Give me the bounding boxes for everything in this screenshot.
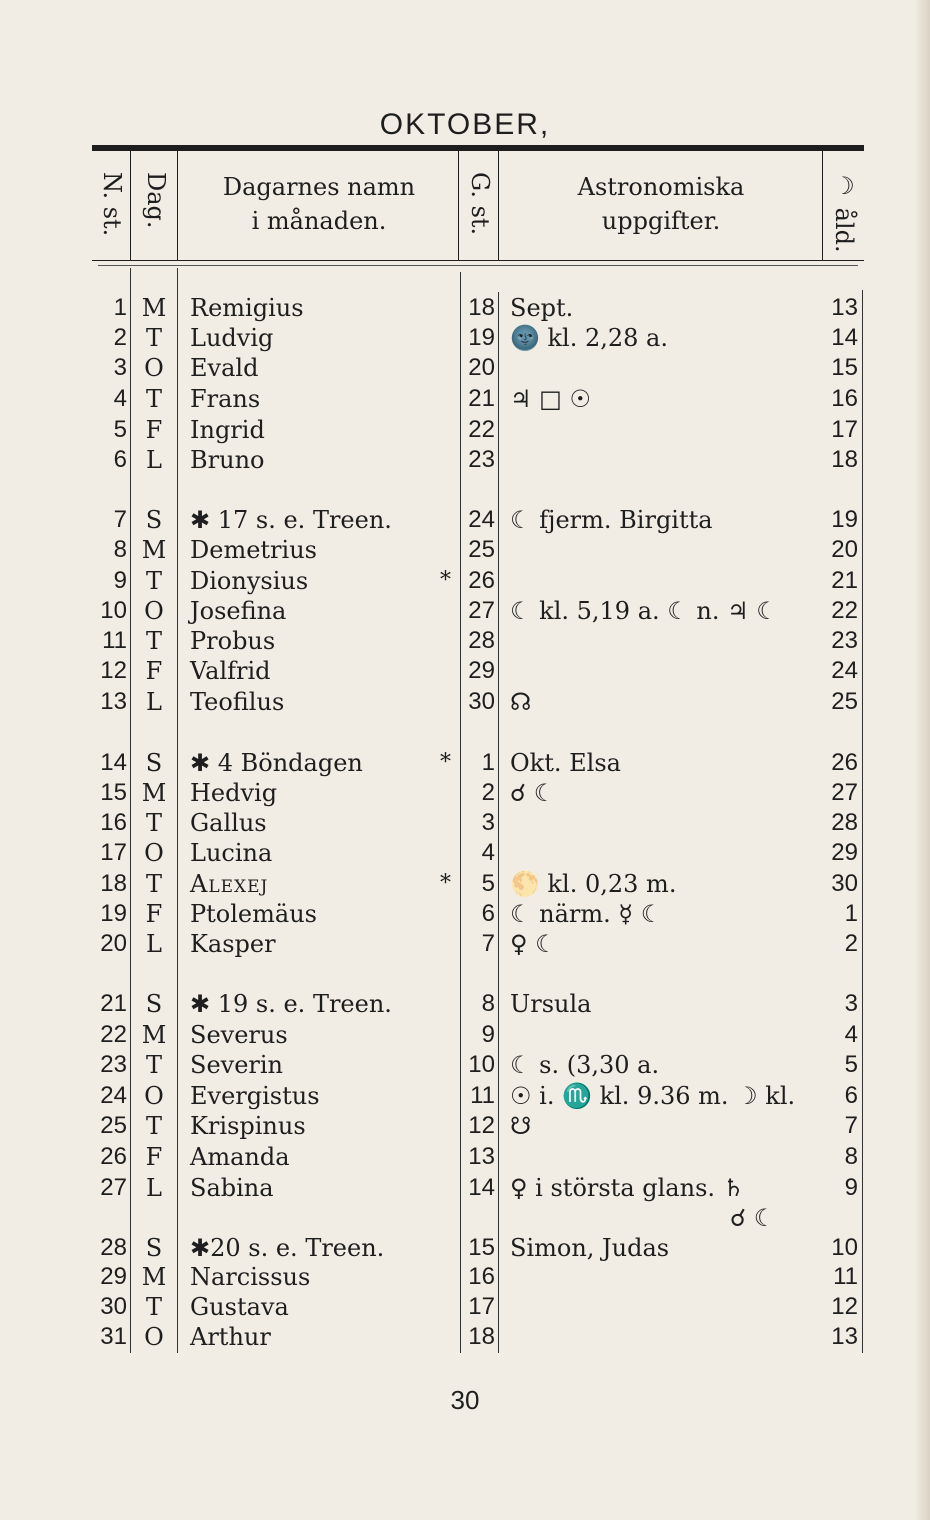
astro-note: ☋ — [510, 1112, 532, 1140]
day-number: 14 — [100, 749, 127, 776]
moon-age: 7 — [844, 1112, 858, 1139]
old-style-day: 10 — [468, 1051, 495, 1078]
astro-note: ☾ fjerm. Birgitta — [510, 506, 713, 534]
old-style-day: 16 — [468, 1263, 495, 1290]
day-name: Frans — [190, 385, 261, 413]
moon-age: 3 — [844, 990, 858, 1017]
header-bottom-rule — [92, 260, 864, 261]
old-style-day: 21 — [468, 385, 495, 412]
header-ald: ☽ åld. — [830, 172, 858, 253]
header-divider — [177, 151, 178, 261]
weekday-letter: O — [144, 839, 164, 867]
weekday-letter: M — [141, 1021, 167, 1049]
day-number: 17 — [100, 839, 127, 866]
weekday-letter: T — [145, 870, 162, 898]
weekday-letter: O — [144, 1323, 164, 1351]
day-number: 6 — [113, 446, 127, 473]
header-divider — [822, 151, 823, 261]
moon-age: 13 — [831, 294, 858, 321]
weekday-letter: F — [145, 900, 163, 928]
moon-age: 28 — [831, 809, 858, 836]
column-line — [460, 272, 461, 1353]
day-name: ✱ 17 s. e. Treen. — [190, 506, 392, 534]
weekday-letter: T — [145, 324, 162, 352]
astro-note: ☾ kl. 5,19 a. ☾ n. ♃ ☾ — [510, 597, 778, 625]
day-number: 10 — [100, 597, 127, 624]
day-name: Gustava — [190, 1293, 289, 1321]
old-style-day: 19 — [468, 324, 495, 351]
weekday-letter: T — [145, 567, 162, 595]
moon-age: 27 — [831, 779, 858, 806]
moon-age: 18 — [831, 446, 858, 473]
day-name: Kasper — [190, 930, 276, 958]
header-ns: N. st. — [98, 172, 126, 237]
day-name: Severus — [190, 1021, 288, 1049]
old-style-day: 2 — [481, 779, 495, 806]
astro-note: Ursula — [510, 990, 592, 1018]
astro-note: ☾ s. (3,30 a. — [510, 1051, 660, 1079]
day-name: Dionysius — [190, 567, 309, 595]
moon-age: 16 — [831, 385, 858, 412]
day-number: 28 — [100, 1234, 127, 1261]
old-style-day: 4 — [481, 839, 495, 866]
astro-note: ☉ i. ♏ kl. 9.36 m. ☽ kl. — [510, 1082, 796, 1110]
weekday-letter: T — [145, 1293, 162, 1321]
day-number: 24 — [100, 1082, 127, 1109]
header-name-line2: i månaden. — [251, 207, 387, 235]
moon-age: 5 — [844, 1051, 858, 1078]
day-name: Bruno — [190, 446, 265, 474]
weekday-letter: T — [145, 809, 162, 837]
asterisk-mark: * — [440, 871, 451, 896]
astro-note: ♀ i största glans. ♄ — [510, 1174, 745, 1202]
day-name: Alexej — [190, 870, 269, 898]
old-style-day: 7 — [481, 930, 495, 957]
day-number: 7 — [113, 506, 127, 533]
day-number: 3 — [113, 354, 127, 381]
weekday-letter: M — [141, 779, 167, 807]
old-style-day: 15 — [468, 1234, 495, 1261]
old-style-day: 1 — [481, 749, 495, 776]
day-number: 30 — [100, 1293, 127, 1320]
old-style-day: 5 — [481, 870, 495, 897]
moon-age: 23 — [831, 627, 858, 654]
day-number: 21 — [100, 990, 127, 1017]
moon-age: 21 — [831, 567, 858, 594]
day-number: 22 — [100, 1021, 127, 1048]
day-name: Sabina — [190, 1174, 274, 1202]
old-style-day: 17 — [468, 1293, 495, 1320]
moon-age: 17 — [831, 416, 858, 443]
moon-age: 4 — [844, 1021, 858, 1048]
astro-continuation: ☌ ☾ — [730, 1204, 776, 1232]
old-style-day: 25 — [468, 536, 495, 563]
day-number: 13 — [100, 688, 127, 715]
moon-age: 10 — [831, 1234, 858, 1261]
day-number: 20 — [100, 930, 127, 957]
day-name: Severin — [190, 1051, 284, 1079]
asterisk-mark: * — [440, 750, 451, 775]
weekday-letter: L — [146, 688, 162, 716]
day-name: Narcissus — [190, 1263, 311, 1291]
day-number: 29 — [100, 1263, 127, 1290]
day-number: 2 — [113, 324, 127, 351]
column-line — [130, 268, 131, 1353]
day-name: ✱ 19 s. e. Treen. — [190, 990, 392, 1018]
day-name: Valfrid — [190, 657, 271, 685]
moon-age: 29 — [831, 839, 858, 866]
weekday-letter: F — [145, 657, 163, 685]
day-name: Evald — [190, 354, 259, 382]
weekday-letter: T — [145, 385, 162, 413]
weekday-letter: S — [145, 990, 163, 1018]
astro-note: ♀ ☾ — [510, 930, 557, 958]
day-number: 23 — [100, 1051, 127, 1078]
day-number: 26 — [100, 1143, 127, 1170]
day-number: 9 — [113, 567, 127, 594]
day-name: Ingrid — [190, 416, 265, 444]
moon-age: 20 — [831, 536, 858, 563]
old-style-day: 12 — [468, 1112, 495, 1139]
day-name: Evergistus — [190, 1082, 320, 1110]
weekday-letter: O — [144, 597, 164, 625]
weekday-letter: T — [145, 1051, 162, 1079]
old-style-day: 14 — [468, 1174, 495, 1201]
day-name: Krispinus — [190, 1112, 306, 1140]
old-style-day: 26 — [468, 567, 495, 594]
column-line — [862, 290, 863, 1353]
old-style-day: 28 — [468, 627, 495, 654]
page-number: 30 — [450, 1385, 480, 1415]
weekday-letter: S — [145, 749, 163, 777]
column-line — [177, 268, 178, 1353]
day-number: 18 — [100, 870, 127, 897]
header-bottom-rule-thin — [98, 265, 858, 266]
page-title: OKTOBER, — [379, 108, 551, 141]
weekday-letter: O — [144, 1082, 164, 1110]
old-style-day: 8 — [481, 990, 495, 1017]
weekday-letter: L — [146, 930, 162, 958]
moon-age: 1 — [844, 900, 858, 927]
old-style-day: 22 — [468, 416, 495, 443]
old-style-day: 23 — [468, 446, 495, 473]
moon-age: 8 — [844, 1143, 858, 1170]
astro-note: 🌚 kl. 2,28 a. — [510, 324, 668, 352]
column-line — [498, 292, 499, 1353]
day-name: Amanda — [190, 1143, 290, 1171]
moon-age: 2 — [844, 930, 858, 957]
day-number: 1 — [113, 294, 127, 321]
day-name: ✱20 s. e. Treen. — [190, 1234, 385, 1262]
day-number: 8 — [113, 536, 127, 563]
moon-age: 19 — [831, 506, 858, 533]
day-name: Arthur — [190, 1323, 271, 1351]
day-number: 16 — [100, 809, 127, 836]
old-style-day: 18 — [468, 294, 495, 321]
old-style-day: 11 — [470, 1082, 495, 1109]
moon-age: 26 — [831, 749, 858, 776]
header-divider — [458, 151, 459, 261]
moon-age: 12 — [831, 1293, 858, 1320]
weekday-letter: M — [141, 536, 167, 564]
old-style-day: 3 — [481, 809, 495, 836]
moon-age: 13 — [831, 1323, 858, 1350]
old-style-day: 6 — [481, 900, 495, 927]
day-number: 25 — [100, 1112, 127, 1139]
header-astro-line2: uppgifter. — [601, 207, 721, 235]
weekday-letter: F — [145, 416, 163, 444]
moon-age: 22 — [831, 597, 858, 624]
day-name: Probus — [190, 627, 276, 655]
day-name: ✱ 4 Böndagen — [190, 749, 363, 777]
asterisk-mark: * — [440, 568, 451, 593]
old-style-day: 29 — [468, 657, 495, 684]
day-name: Josefina — [190, 597, 287, 625]
old-style-day: 27 — [468, 597, 495, 624]
old-style-day: 24 — [468, 506, 495, 533]
page-edge — [916, 0, 930, 1520]
day-name: Remigius — [190, 294, 304, 322]
weekday-letter: T — [145, 1112, 162, 1140]
moon-age: 15 — [831, 354, 858, 381]
astro-note: Sept. — [510, 294, 574, 322]
day-name: Demetrius — [190, 536, 317, 564]
astro-note: ☾ närm. ☿ ☾ — [510, 900, 663, 928]
moon-age: 25 — [831, 688, 858, 715]
astro-note: 🌕 kl. 0,23 m. — [510, 870, 677, 898]
old-style-day: 9 — [481, 1021, 495, 1048]
moon-age: 14 — [831, 324, 858, 351]
moon-age: 24 — [831, 657, 858, 684]
old-style-day: 13 — [468, 1143, 495, 1170]
header-top-rule — [92, 145, 864, 151]
old-style-day: 18 — [468, 1323, 495, 1350]
day-name: Gallus — [190, 809, 267, 837]
astro-note: ♃ □ ☉ — [510, 385, 591, 413]
astro-note: ☊ — [510, 688, 532, 716]
day-number: 31 — [100, 1323, 127, 1350]
header-divider — [130, 151, 131, 261]
day-name: Hedvig — [190, 779, 278, 807]
day-name: Ptolemäus — [190, 900, 317, 928]
moon-age: 9 — [844, 1174, 858, 1201]
header-name — [180, 170, 458, 238]
day-number: 11 — [102, 627, 127, 654]
old-style-day: 30 — [468, 688, 495, 715]
moon-age: 11 — [833, 1263, 858, 1290]
header-dag: Dag. — [142, 172, 170, 229]
header-divider — [498, 151, 499, 261]
weekday-letter: L — [146, 446, 162, 474]
header-astro-line1: Astronomiska — [577, 173, 745, 201]
astro-note: Okt. Elsa — [510, 749, 621, 777]
day-name: Teofilus — [190, 688, 285, 716]
day-number: 5 — [113, 416, 127, 443]
astro-note: Simon, Judas — [510, 1234, 670, 1262]
weekday-letter: M — [141, 294, 167, 322]
day-name: Ludvig — [190, 324, 274, 352]
astro-note: ☌ ☾ — [510, 779, 556, 807]
moon-age: 6 — [844, 1082, 858, 1109]
header-astro — [500, 170, 822, 238]
day-number: 19 — [100, 900, 127, 927]
day-number: 4 — [113, 385, 127, 412]
weekday-letter: O — [144, 354, 164, 382]
weekday-letter: M — [141, 1263, 167, 1291]
weekday-letter: S — [145, 1234, 163, 1262]
weekday-letter: T — [145, 627, 162, 655]
moon-age: 30 — [831, 870, 858, 897]
header-name-line1: Dagarnes namn — [222, 173, 416, 201]
weekday-letter: L — [146, 1174, 162, 1202]
day-name: Lucina — [190, 839, 273, 867]
old-style-day: 20 — [468, 354, 495, 381]
day-number: 15 — [100, 779, 127, 806]
header-gst: G. st. — [466, 172, 494, 236]
day-number: 27 — [100, 1174, 127, 1201]
weekday-letter: S — [145, 506, 163, 534]
weekday-letter: F — [145, 1143, 163, 1171]
day-number: 12 — [100, 657, 127, 684]
